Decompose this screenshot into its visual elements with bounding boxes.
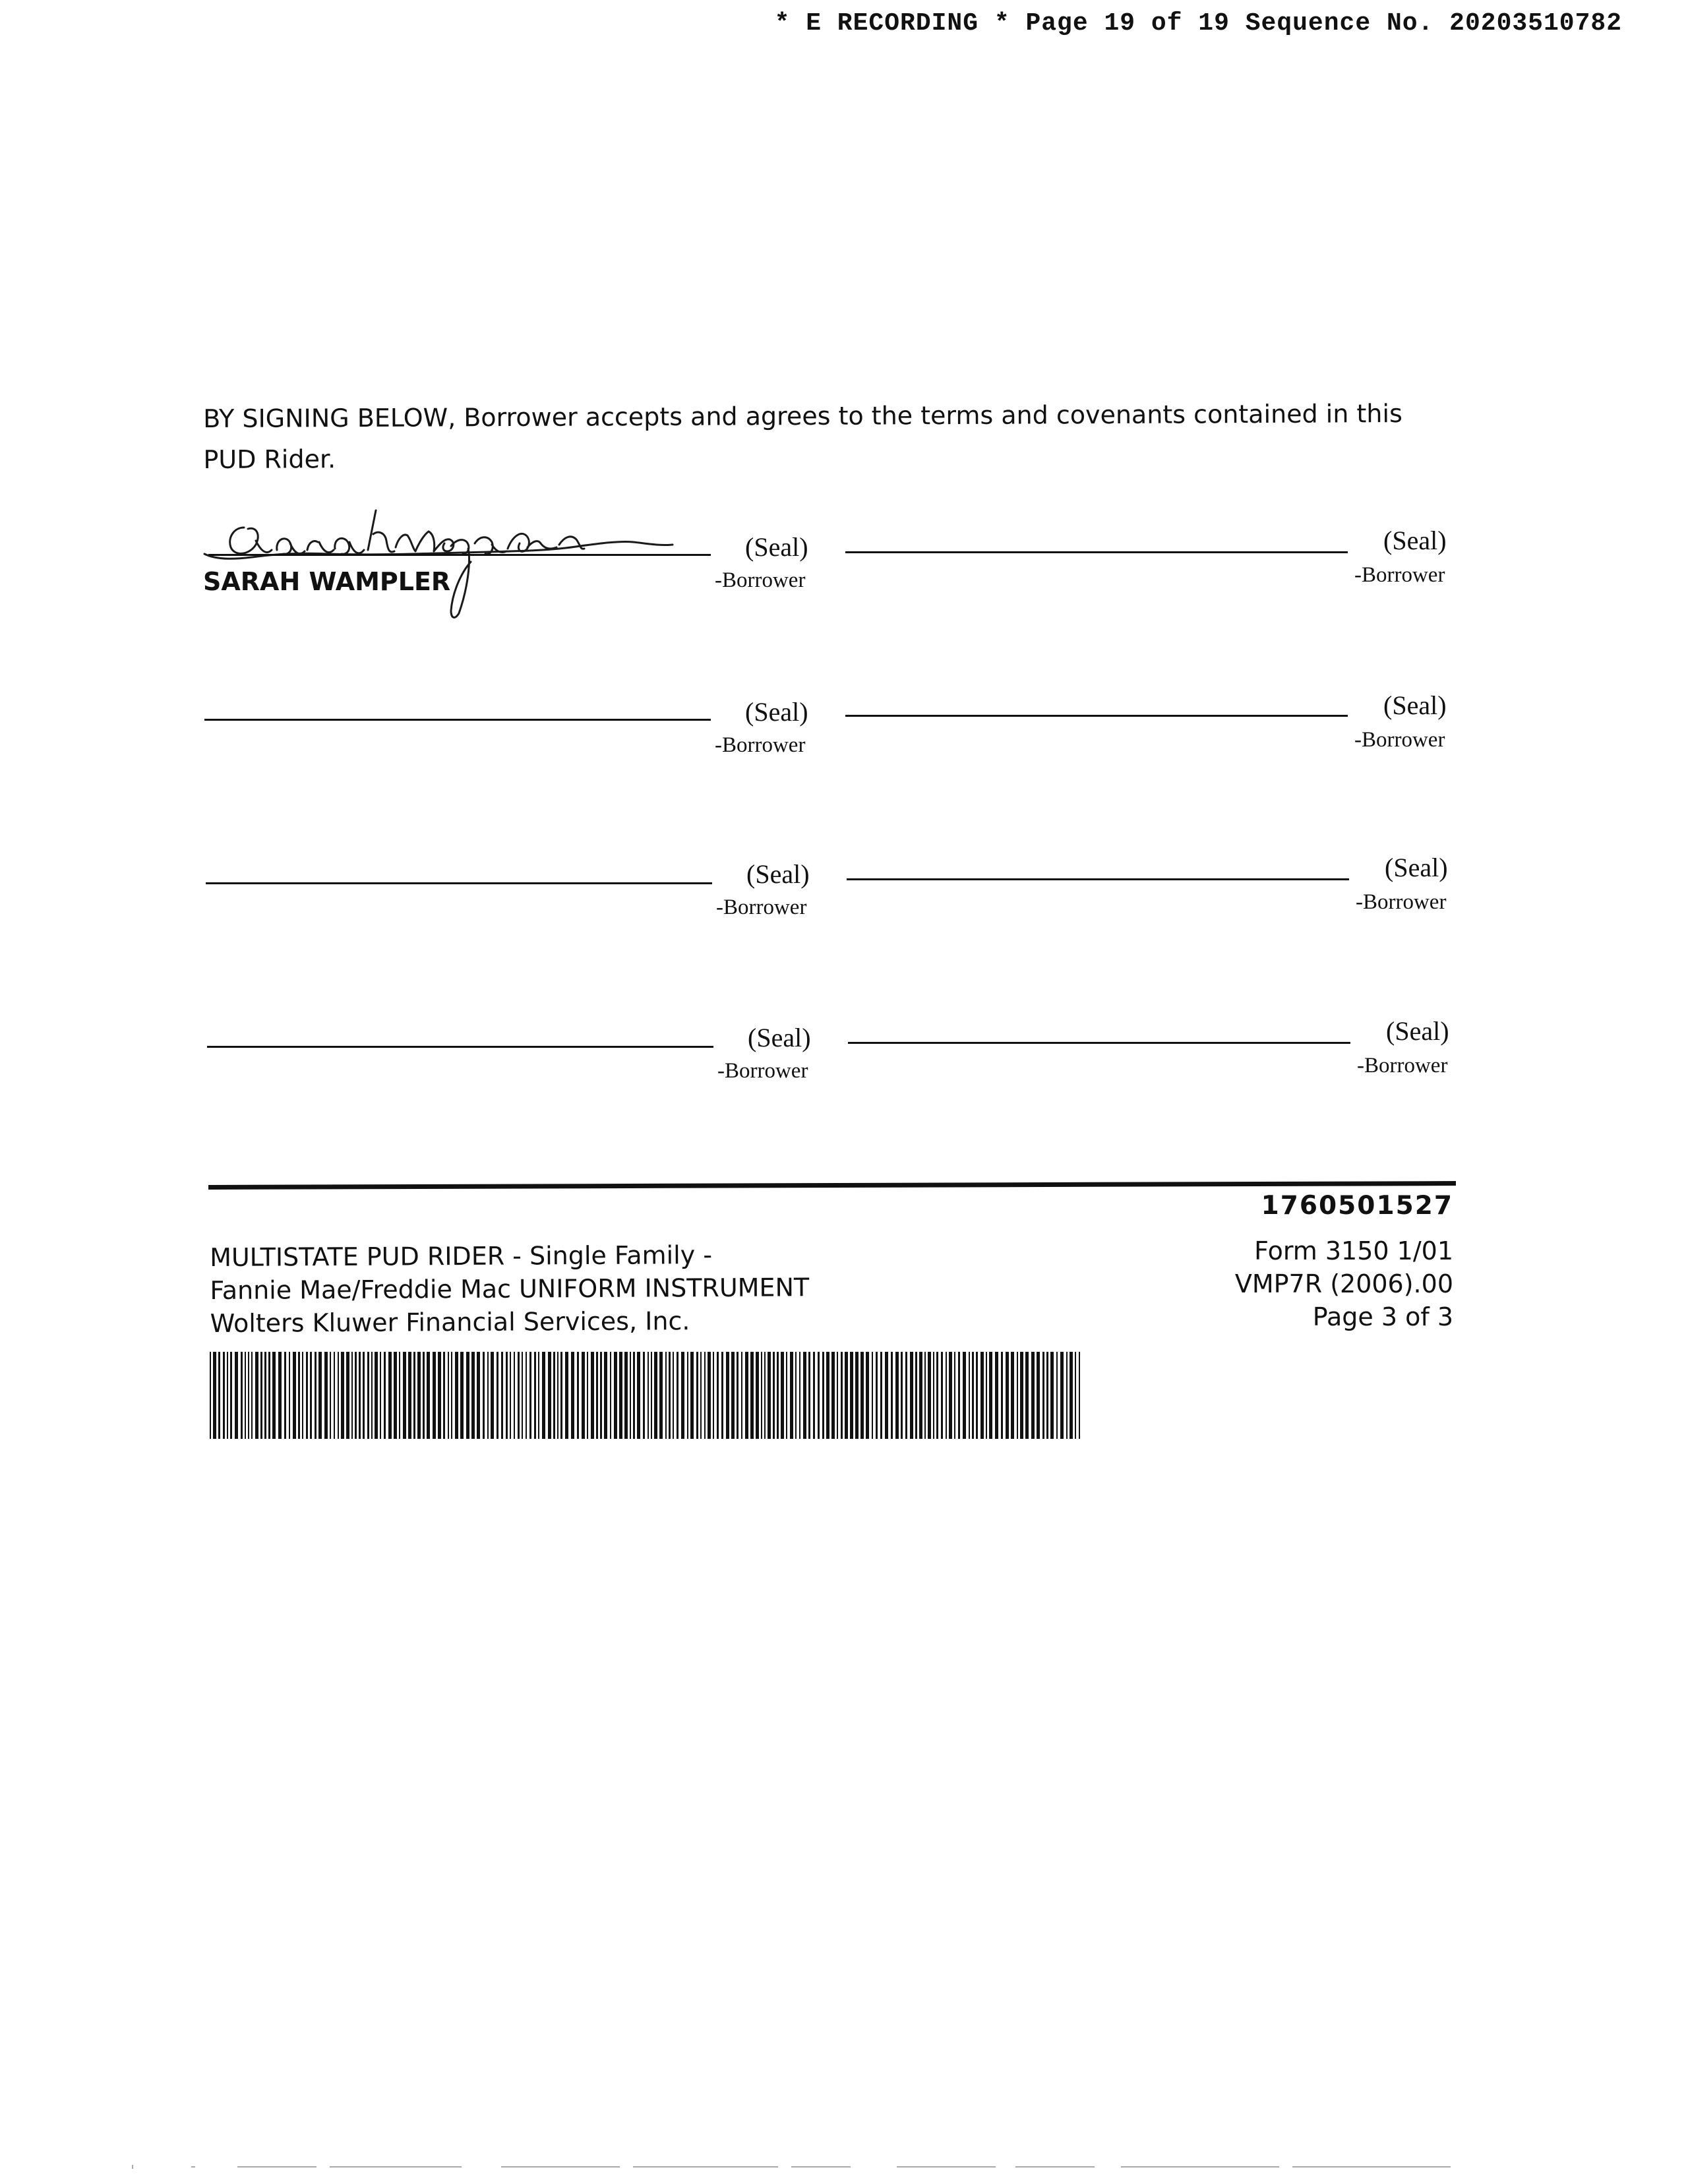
barcode-bar (1070, 1352, 1073, 1439)
barcode-bar (510, 1352, 511, 1439)
barcode-bar (1031, 1352, 1035, 1439)
signer-name: SARAH WAMPLER (203, 567, 451, 596)
barcode-bar (963, 1352, 966, 1439)
barcode-bar (413, 1352, 415, 1439)
barcode-bar (700, 1352, 702, 1439)
barcode-bar (330, 1352, 331, 1439)
barcode-bar (351, 1352, 353, 1439)
barcode-bar (808, 1352, 810, 1439)
barcode-bar (872, 1352, 873, 1439)
barcode-bar (380, 1352, 381, 1439)
barcode-bar (895, 1352, 899, 1439)
barcode-bar (591, 1352, 594, 1439)
barcode-bar (1056, 1352, 1058, 1439)
barcode-bar (408, 1352, 411, 1439)
barcode-bar (604, 1352, 607, 1439)
barcode-bar (976, 1352, 978, 1439)
barcode-bar (885, 1352, 888, 1439)
borrower-label: -Borrower (1354, 728, 1445, 752)
barcode-bar (433, 1352, 436, 1439)
barcode-bar (665, 1352, 667, 1439)
barcode-bar (355, 1352, 357, 1439)
barcode-bar (614, 1352, 617, 1439)
barcode-bar (750, 1352, 754, 1439)
barcode-bar (284, 1352, 286, 1439)
barcode-bar (272, 1352, 276, 1439)
barcode-bar (560, 1352, 562, 1439)
borrower-label: -Borrower (1357, 1054, 1448, 1077)
barcode-bar (1046, 1352, 1048, 1439)
barcode-bar (483, 1352, 485, 1439)
barcode-bar (949, 1352, 952, 1439)
barcode-bar (901, 1352, 903, 1439)
signature-line-2 (845, 551, 1348, 553)
barcode-bar (681, 1352, 684, 1439)
barcode-bar (795, 1352, 797, 1439)
barcode-bar (803, 1352, 806, 1439)
barcode-bar (1060, 1352, 1064, 1439)
barcode-bar (708, 1352, 711, 1439)
barcode-bar (610, 1352, 611, 1439)
barcode-bar (773, 1352, 775, 1439)
signature-line-3 (204, 719, 711, 721)
barcode-bar (587, 1352, 588, 1439)
barcode-bar (542, 1352, 545, 1439)
barcode-bar (526, 1352, 527, 1439)
barcode-bar (731, 1352, 735, 1439)
barcode-bar (359, 1352, 361, 1439)
barcode-bar (924, 1352, 926, 1439)
barcode-bar (910, 1352, 913, 1439)
barcode-bar (969, 1352, 970, 1439)
barcode-bar (338, 1352, 339, 1439)
barcode-bar (451, 1352, 452, 1439)
barcode-bar (928, 1352, 931, 1439)
barcode-bar (659, 1352, 663, 1439)
barcode-bar (1037, 1352, 1040, 1439)
barcode-bar (860, 1352, 864, 1439)
borrower-label: -Borrower (717, 1059, 808, 1083)
barcode-bar (318, 1352, 322, 1439)
barcode-bar (1050, 1352, 1054, 1439)
barcode-bar (704, 1352, 706, 1439)
barcode-bar (891, 1352, 893, 1439)
barcode-bar (367, 1352, 369, 1439)
barcode-bar (375, 1352, 378, 1439)
barcode-bar (522, 1352, 523, 1439)
barcode-bar (455, 1352, 458, 1439)
barcode-bar (790, 1352, 793, 1439)
barcode-bar (466, 1352, 469, 1439)
footer-rule (208, 1181, 1456, 1190)
barcode-bar (677, 1352, 678, 1439)
barcode-bar (600, 1352, 602, 1439)
barcode-bar (768, 1352, 771, 1439)
barcode-bar (538, 1352, 539, 1439)
barcode-bar (1066, 1352, 1068, 1439)
barcode-bar (651, 1352, 652, 1439)
barcode-bar (1006, 1352, 1009, 1439)
barcode-bar (1001, 1352, 1003, 1439)
barcode-bar (696, 1352, 698, 1439)
barcode-bar (669, 1352, 671, 1439)
barcode-bar (822, 1352, 824, 1439)
barcode-bar (713, 1352, 714, 1439)
barcode-bar (972, 1352, 974, 1439)
barcode-bar (799, 1352, 800, 1439)
barcode-bar (384, 1352, 386, 1439)
barcode-bar (210, 1352, 211, 1439)
barcode-bar (497, 1352, 498, 1439)
barcode-bar (915, 1352, 917, 1439)
handwritten-signature (198, 501, 725, 630)
barcode-bar (394, 1352, 397, 1439)
barcode-bar (1079, 1352, 1080, 1439)
barcode-bar (315, 1352, 316, 1439)
barcode-bar (933, 1352, 934, 1439)
page-indicator: Page 3 of 3 (1312, 1302, 1453, 1331)
barcode-bar (363, 1352, 365, 1439)
borrower-label: -Borrower (715, 733, 806, 757)
barcode-bar (477, 1352, 480, 1439)
barcode-bar (251, 1352, 253, 1439)
barcode-bar (818, 1352, 820, 1439)
borrower-label: -Borrower (716, 895, 807, 919)
loan-number: 1760501527 (1261, 1191, 1453, 1221)
barcode-bar (553, 1352, 555, 1439)
seal-label: (Seal) (1385, 853, 1448, 882)
barcode-bar (737, 1352, 738, 1439)
barcode-bar (995, 1352, 998, 1439)
seal-label: (Seal) (745, 532, 808, 562)
barcode-bar (534, 1352, 536, 1439)
barcode-bar (302, 1352, 303, 1439)
barcode-bar (235, 1352, 238, 1439)
barcode-bar (986, 1352, 987, 1439)
barcode-bar (1042, 1352, 1044, 1439)
barcode-bar (518, 1352, 520, 1439)
barcode-bar (619, 1352, 622, 1439)
signature-line-1 (208, 554, 711, 556)
barcode-bar (423, 1352, 425, 1439)
barcode-bar (633, 1352, 635, 1439)
barcode-bar (399, 1352, 400, 1439)
barcode-bar (643, 1352, 645, 1439)
barcode-bar (248, 1352, 249, 1439)
barcode-bar (741, 1352, 742, 1439)
seal-label: (Seal) (748, 1023, 811, 1052)
barcode-bar (223, 1352, 225, 1439)
barcode-bar (230, 1352, 232, 1439)
barcode-bar (756, 1352, 759, 1439)
barcode-bar (1075, 1352, 1076, 1439)
barcode-bar (690, 1352, 694, 1439)
barcode-bar (388, 1352, 392, 1439)
barcode-bar (813, 1352, 815, 1439)
barcode-bar (417, 1352, 421, 1439)
form-title-line-1: MULTISTATE PUD RIDER - Single Family - (210, 1240, 713, 1272)
barcode-bar (443, 1352, 445, 1439)
signature-line-4 (845, 715, 1348, 717)
agreement-text (203, 393, 1457, 480)
signature-line-7 (207, 1046, 713, 1048)
barcode-bar (260, 1352, 262, 1439)
barcode-bar (1025, 1352, 1029, 1439)
seal-label: (Seal) (745, 697, 808, 727)
barcode-bar (941, 1352, 943, 1439)
barcode-bar (637, 1352, 640, 1439)
barcode-bar (227, 1352, 228, 1439)
barcode-bar (958, 1352, 960, 1439)
form-title-line-3: Wolters Kluwer Financial Services, Inc. (210, 1306, 690, 1338)
barcode-bar (726, 1352, 729, 1439)
barcode-bar (245, 1352, 246, 1439)
barcode-bar (761, 1352, 762, 1439)
scan-edge-artifacts (132, 2162, 1517, 2168)
barcode-bar (577, 1352, 579, 1439)
barcode-bar (1011, 1352, 1014, 1439)
barcode-bar (837, 1352, 838, 1439)
signature-row-1 (0, 501, 1688, 633)
barcode-bar (654, 1352, 657, 1439)
signature-line-6 (847, 878, 1349, 880)
borrower-label: -Borrower (715, 568, 806, 592)
barcode-bar (506, 1352, 508, 1439)
barcode-bar (293, 1352, 296, 1439)
barcode-bar (264, 1352, 266, 1439)
barcode-bar (936, 1352, 938, 1439)
barcode-bar (557, 1352, 558, 1439)
barcode-bar (673, 1352, 674, 1439)
barcode-bar (514, 1352, 515, 1439)
form-number: Form 3150 1/01 (1254, 1236, 1453, 1265)
form-title-block (210, 1236, 1068, 1340)
barcode-bar (826, 1352, 829, 1439)
signature-line-8 (848, 1042, 1350, 1044)
barcode-bar (850, 1352, 853, 1439)
barcode-bar (596, 1352, 598, 1439)
barcode-bar (954, 1352, 955, 1439)
barcode-bar (255, 1352, 258, 1439)
barcode-bar (310, 1352, 312, 1439)
barcode-bar (298, 1352, 300, 1439)
barcode-bar (501, 1352, 503, 1439)
barcode-bar (582, 1352, 585, 1439)
barcode-bar (571, 1352, 574, 1439)
barcode-bar (1017, 1352, 1018, 1439)
barcode-bar (306, 1352, 308, 1439)
form-title-line-2: Fannie Mae/Freddie Mac UNIFORM INSTRUMENT (210, 1273, 810, 1305)
barcode-bar (218, 1352, 220, 1439)
barcode-bar (324, 1352, 328, 1439)
barcode-bar (717, 1352, 719, 1439)
barcode-bar (687, 1352, 688, 1439)
barcode-bar (764, 1352, 766, 1439)
barcode-bar (460, 1352, 464, 1439)
barcode-bar (427, 1352, 430, 1439)
barcode-bar (630, 1352, 631, 1439)
barcode-bar (565, 1352, 568, 1439)
barcode-bar (448, 1352, 449, 1439)
barcode-bar (491, 1352, 494, 1439)
barcode-bar (1020, 1352, 1023, 1439)
barcode-bar (213, 1352, 216, 1439)
barcode-bar (371, 1352, 373, 1439)
seal-label: (Seal) (1383, 526, 1447, 555)
barcode-bar (841, 1352, 843, 1439)
barcode-bar (777, 1352, 779, 1439)
agreement-line-2: PUD Rider. (203, 444, 336, 474)
recording-header: * E RECORDING * Page 19 of 19 Sequence No. 20203510782 (774, 9, 1622, 38)
barcode-bar (624, 1352, 628, 1439)
agreement-line-1: BY SIGNING BELOW, Borrower accepts and agrees to the terms and covenants contained in this (203, 399, 1402, 433)
barcode-bar (548, 1352, 551, 1439)
borrower-label: -Borrower (1354, 563, 1445, 587)
barcode-bar (866, 1352, 869, 1439)
signature-row-2 (0, 679, 1688, 811)
barcode-bar (876, 1352, 878, 1439)
barcode-bar (346, 1352, 349, 1439)
barcode-bar (403, 1352, 406, 1439)
barcode-bar (721, 1352, 723, 1439)
barcode-bar (268, 1352, 270, 1439)
barcode-bar (648, 1352, 649, 1439)
barcode-bar (438, 1352, 441, 1439)
signature-row-3 (0, 844, 1688, 976)
barcode-bar (289, 1352, 290, 1439)
barcode-bar (980, 1352, 984, 1439)
barcode-bar (334, 1352, 335, 1439)
borrower-label: -Borrower (1356, 890, 1447, 914)
form-version: VMP7R (2006).00 (1234, 1269, 1453, 1298)
barcode-bar (745, 1352, 748, 1439)
barcode-bar (529, 1352, 531, 1439)
barcode-bar (786, 1352, 787, 1439)
barcode-bar (905, 1352, 907, 1439)
barcode-bar (989, 1352, 992, 1439)
seal-label: (Seal) (746, 859, 810, 889)
barcode-bar (341, 1352, 344, 1439)
barcode-bar (946, 1352, 947, 1439)
barcode-bar (831, 1352, 835, 1439)
barcode-bar (919, 1352, 922, 1439)
signature-line-5 (206, 882, 712, 884)
barcode-bar (781, 1352, 784, 1439)
barcode-bar (880, 1352, 882, 1439)
barcode (210, 1352, 1085, 1439)
barcode-bar (845, 1352, 848, 1439)
barcode-bar (471, 1352, 475, 1439)
seal-label: (Seal) (1386, 1016, 1449, 1046)
barcode-bar (855, 1352, 859, 1439)
seal-label: (Seal) (1383, 690, 1447, 720)
barcode-bar (487, 1352, 489, 1439)
barcode-bar (278, 1352, 282, 1439)
form-info-block (1121, 1234, 1453, 1333)
signature-row-4 (0, 1009, 1688, 1141)
barcode-bar (241, 1352, 243, 1439)
